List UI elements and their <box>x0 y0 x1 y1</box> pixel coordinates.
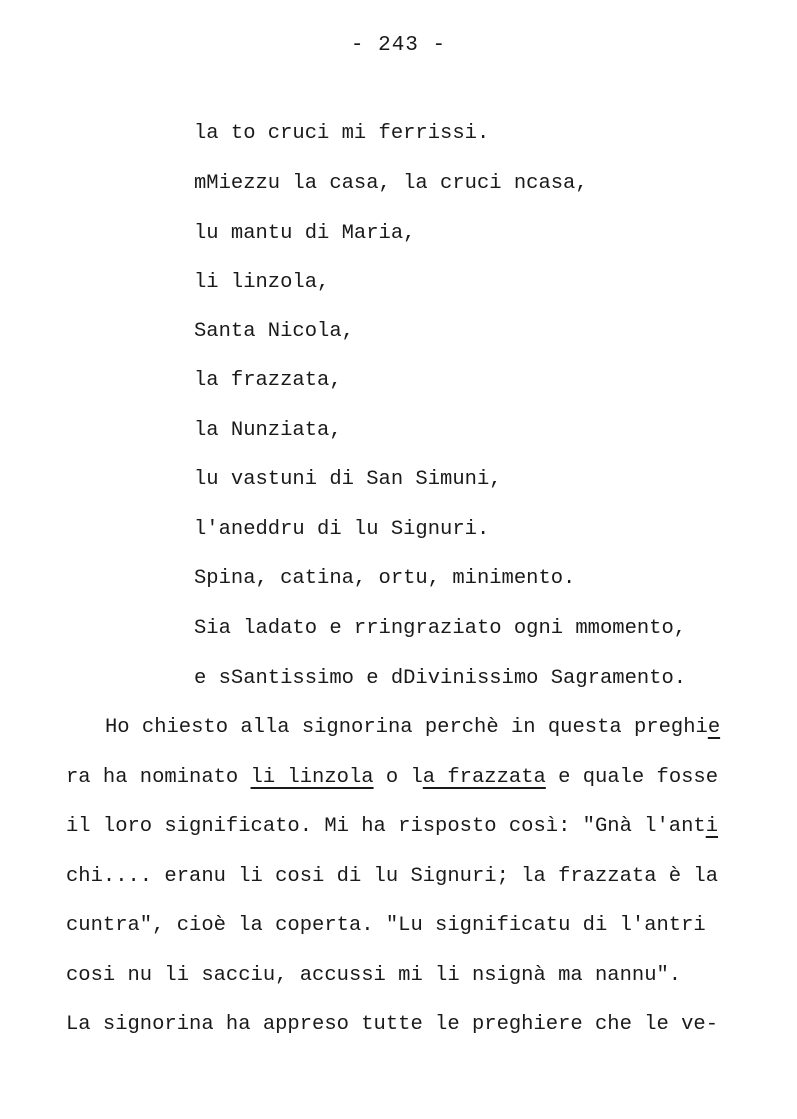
poem-line: li linzola, <box>194 271 330 294</box>
poem-line: Spina, catina, ortu, minimento. <box>194 567 576 590</box>
page-number: - 243 - <box>350 34 447 57</box>
prose-line: cuntra", cioè la coperta. "Lu significatu di l'antri <box>66 914 706 937</box>
poem-line: e sSantissimo e dDivinissimo Sagramento. <box>194 667 687 690</box>
prose-line <box>66 817 718 838</box>
underlined-text: li linzola <box>250 766 374 789</box>
prose-text: Ho chiesto alla signorina perchè in questa preghi <box>105 716 708 739</box>
prose-line: La signorina ha appreso tutte le preghiere che le ve- <box>66 1013 719 1036</box>
poem-line: lu mantu di Maria, <box>194 222 416 245</box>
poem-line: Santa Nicola, <box>194 320 354 343</box>
poem-line: mMiezzu la casa, la cruci ncasa, <box>194 172 588 195</box>
prose-line <box>66 768 718 789</box>
poem-line: l'aneddru di lu Signuri. <box>194 518 490 541</box>
underlined-text: e <box>707 716 721 739</box>
poem-line: la frazzata, <box>194 369 342 392</box>
poem-line: la Nunziata, <box>194 419 342 442</box>
prose-text: e quale fosse <box>545 766 719 789</box>
underlined-text: i <box>705 815 719 838</box>
poem-line: la to cruci mi ferrissi. <box>194 122 490 145</box>
prose-line: cosi nu li sacciu, accussi mi li nsignà ma nannu". <box>66 964 682 987</box>
prose-text: o l <box>373 766 423 789</box>
poem-line: lu vastuni di San Simuni, <box>194 468 502 491</box>
prose-text: ra ha nominato <box>66 766 251 789</box>
prose-line: chi.... eranu li cosi di lu Signuri; la frazzata è la <box>66 865 719 888</box>
poem-line: Sia ladato e rringraziato ogni mmomento, <box>194 617 687 640</box>
prose-text: il loro significato. Mi ha risposto così: "Gnà l'ant <box>66 815 706 838</box>
underlined-text: a frazzata <box>422 766 546 789</box>
prose-line <box>105 718 720 739</box>
